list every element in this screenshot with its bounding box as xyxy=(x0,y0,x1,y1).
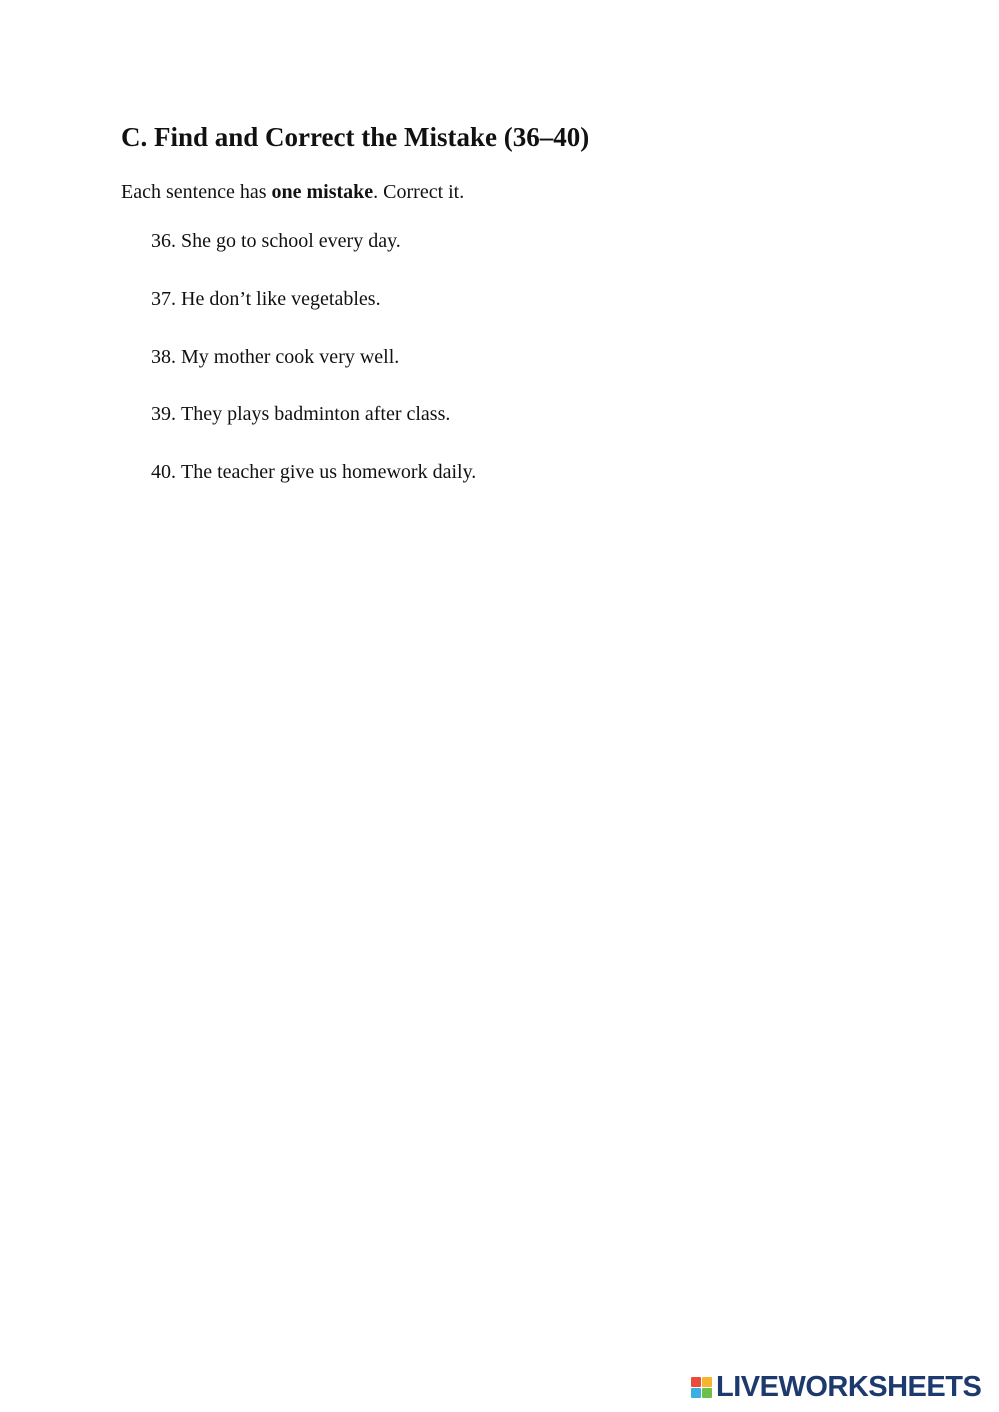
logo-tile xyxy=(691,1377,701,1387)
question-number: 38. xyxy=(151,345,176,368)
instructions-text-before: Each sentence has xyxy=(121,181,272,203)
liveworksheets-logo-icon xyxy=(691,1377,712,1398)
question-text: They plays badminton after class. xyxy=(181,403,451,426)
instructions-emphasis: one mistake xyxy=(271,181,374,203)
question-item xyxy=(151,344,476,402)
question-text: He don’t like vegetables. xyxy=(181,287,381,310)
question-list xyxy=(151,228,476,517)
logo-tile xyxy=(702,1388,712,1398)
question-item xyxy=(151,286,476,344)
question-text: The teacher give us homework daily. xyxy=(181,461,477,483)
liveworksheets-logo xyxy=(691,1372,981,1402)
question-item xyxy=(151,459,476,517)
instructions xyxy=(121,179,464,205)
liveworksheets-wordmark: LIVEWORKSHEETS xyxy=(716,1371,982,1403)
question-number: 37. xyxy=(151,287,176,310)
question-item xyxy=(151,228,476,286)
question-item xyxy=(151,401,476,459)
question-text: My mother cook very well. xyxy=(181,345,400,368)
logo-tile xyxy=(702,1377,712,1387)
question-number: 40. xyxy=(151,461,176,483)
question-number: 36. xyxy=(151,230,176,252)
question-number: 39. xyxy=(151,403,176,426)
instructions-text-after: . Correct it. xyxy=(373,181,465,203)
question-text: She go to school every day. xyxy=(181,230,401,252)
logo-tile xyxy=(691,1388,701,1398)
section-title: C. Find and Correct the Mistake (36–40) xyxy=(121,122,590,152)
